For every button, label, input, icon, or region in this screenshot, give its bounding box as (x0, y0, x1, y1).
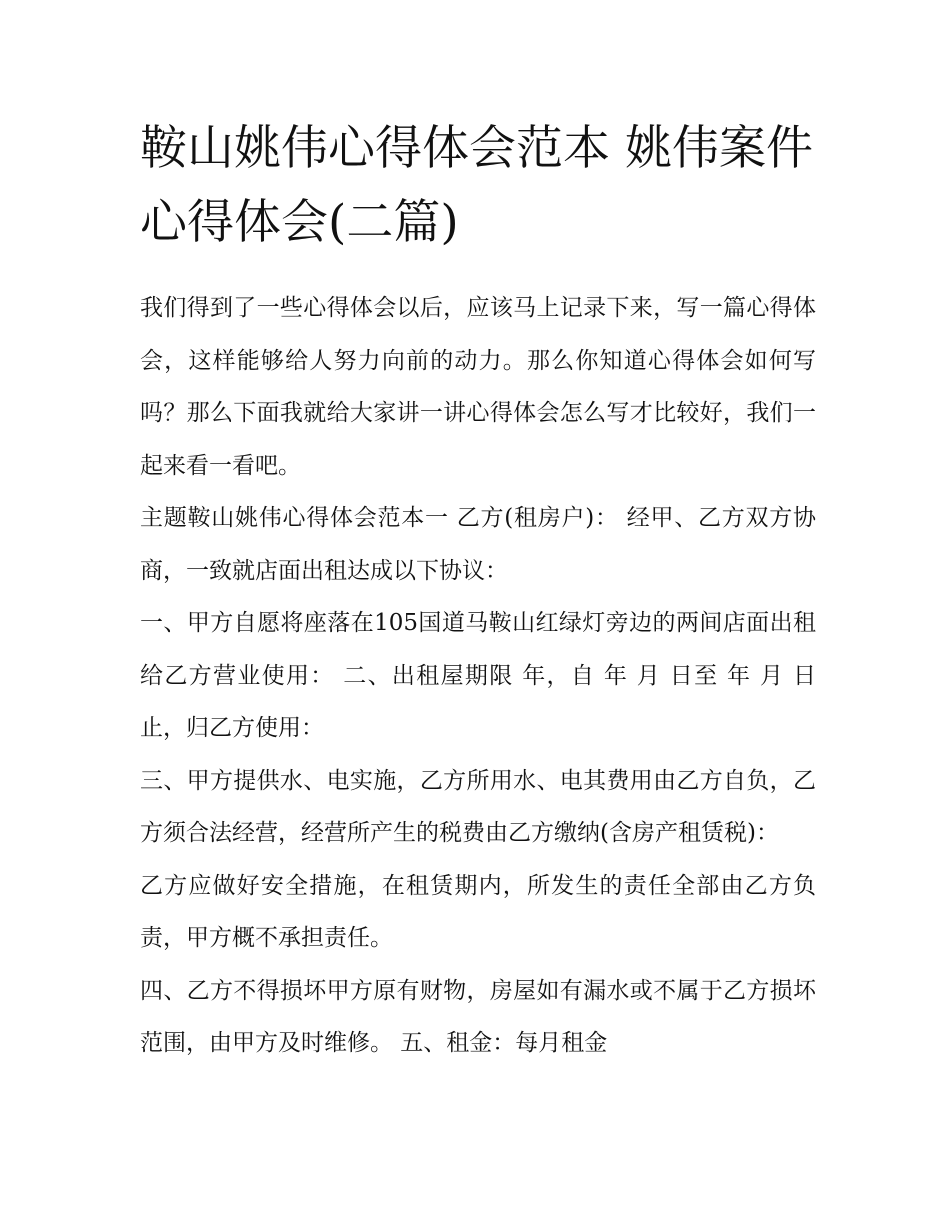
paragraph-safety: 乙方应做好安全措施，在租赁期内，所发生的责任全部由乙方负责，甲方概不承担责任。 (140, 872, 816, 951)
paragraph-agreement-intro: 主题鞍山姚伟心得体会范本一 乙方(租房户)： 经甲、乙方双方协商，一致就店面出租达成以下协议： (140, 505, 816, 584)
document-title: 鞍山姚伟心得体会范本 姚伟案件心得体会(二篇) (140, 121, 813, 250)
paragraph-intro: 我们得到了一些心得体会以后，应该马上记录下来，写一篇心得体会，这样能够给人努力向前的动力。那么你知道心得体会如何写吗？那么下面我就给大家讲一讲心得体会怎么写才比较好，我们一起来看一看吧。 (140, 295, 816, 479)
document-body (140, 112, 816, 1070)
paragraph-clause-3: 三、甲方提供水、电实施，乙方所用水、电其费用由乙方自负，乙方须合法经营，经营所产生的税费由乙方缴纳(含房产租赁税)： (140, 767, 816, 846)
paragraph-clause-4-5: 四、乙方不得损坏甲方原有财物，房屋如有漏水或不属于乙方损坏范围，由甲方及时维修。 五、租金：每月租金 (140, 977, 816, 1056)
paragraph-clause-1-2: 一、甲方自愿将座落在105国道马鞍山红绿灯旁边的两间店面出租给乙方营业使用： 二、出租屋期限 年，自 年 月 日至 年 月 日止，归乙方使用： (140, 610, 816, 741)
